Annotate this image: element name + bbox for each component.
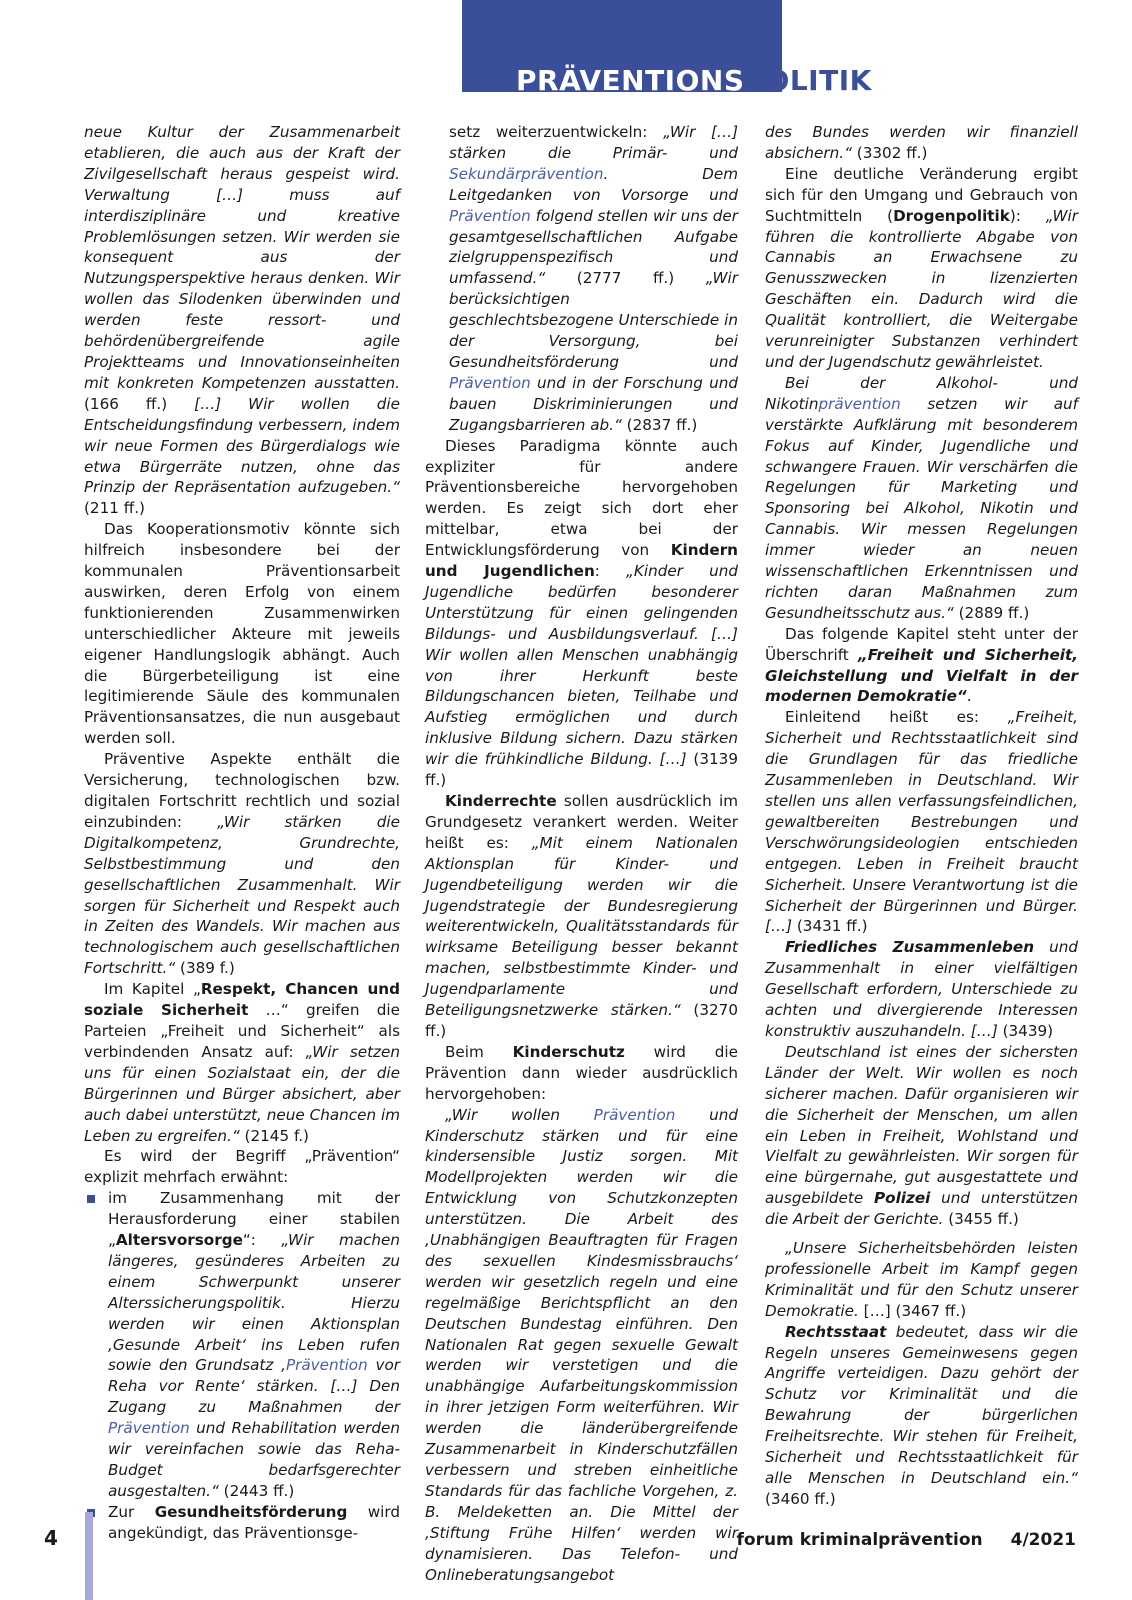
paragraph: Bei der Alkohol- und Nikotinprävention setzen wir auf verstärkte Aufklärung mit besonderem Fokus auf Kinder, Jugendliche und schwangere Frauen. Wir verschärfen die Regelungen für Marketing und Sponsoring bei Alkohol, Nikotin und Cannabis. Wir messen Regelungen immer wieder an neuen wissenschaftlichen Erkenntnissen und richten daran Maßnahmen zum Gesundheitsschutz aus.“ (2889 ff.) (765, 373, 1078, 622)
paragraph: Beim Kinderschutz wird die Prävention dann wieder ausdrücklich hervorgehoben: (425, 1042, 738, 1103)
margin-bar (85, 1512, 93, 1600)
paragraph: Rechtsstaat bedeutet, dass wir die Regeln unseres Gemeinwesens gegen Angriffe verteidigen. Dazu gehört der Schutz vor Kriminalität und die Bewahrung der bürgerlichen Freiheitsrechte. Wir stehen für Freiheit, Sicherheit und Rechtsstaatlichkeit für alle Menschen in Deutschland ein.“ (3460 ff.) (765, 1322, 1078, 1508)
journal-name: forum kriminalprävention (736, 1530, 983, 1550)
paragraph: Präventive Aspekte enthält die Versicherung, technologischen bzw. digitalen Fortschritt rechtlich und sozial einzubinden: „Wir stärken die Digitalkompetenz, Grundrechte, Selbstbestimmung und den gesellschaftlichen Zusammenhalt. Wir sorgen für Sicherheit und Respekt auch in Zeiten des Wandels. Wir machen aus technologischem auch gesellschaftlichen Fortschritt.“ (389 f.) (84, 750, 400, 978)
paragraph: Das Kooperationsmotiv könnte sich hilfreich insbesondere bei der kommunalen Präventionsarbeit auswirken, deren Erfolg von einem funktionierenden Zusammenwirken unterschiedlicher Akteure mit jeweils eigener Handlungslogik abhängt. Auch die Bürgerbeteiligung ist eine legitimierende Säule des kommunalen Präventionsansatzes, die nun ausgebaut werden soll. (84, 520, 400, 748)
paragraph: setz weiterzuentwickeln: „Wir […] stärken die Primär- und Sekundärprävention. Dem Leitgedanken von Vorsorge und Prävention folgend stellen wir uns der gesamtgesellschaftlichen Aufgabe zielgruppenspezifisch und umfassend.“ (2777 ff.) „Wir berücksichtigen geschlechtsbezogene Unterschiede in der Versorgung, bei Gesundheitsförderung und Prävention und in der Forschung und bauen Diskriminierungen und Zugangsbarrieren ab.“ (2837 ff.) (449, 123, 738, 434)
paragraph: Dieses Paradigma könnte auch expliziter für andere Präventionsbereiche hervorgehoben werden. Es zeigt sich dort eher mittelbar, etwa bei der Entwicklungsförderung von Kindern und Jugendlichen: „Kinder und Jugendliche bedürfen besonderer Unterstützung für einen gelingenden Bildungs- und Ausbildungsverlauf. […] Wir wollen allen Menschen unabhängig von ihrer Herkunft beste Bildungschancen bieten, Teilhabe und Aufstieg ermöglichen und durch inklusive Bildung sichern. Dazu stärken wir die frühkindliche Bildung. […] (3139 ff.) (425, 436, 738, 790)
paragraph: neue Kultur der Zusammenarbeit etablieren, die auch aus der Kraft der Zivilgesellschaft heraus gespeist wird. Verwaltung […] muss auf interdisziplinäre und kreative Problemlösungen setzen. Wir werden sie konsequent aus der Nutzungsperspektive heraus denken. Wir wollen das Silodenken überwinden und werden feste ressort- und behördenübergreifende agile Projektteams und Innovationseinheiten mit konkreten Kompetenzen ausstatten. (166 ff.) […] Wir wollen die Entscheidungsfindung verbessern, indem wir neue Formen des Bürgerdialogs wie etwa Bürgerräte nutzen, ohne das Prinzip der Repräsentation aufzugeben.“ (211 ff.) (84, 123, 400, 518)
paragraph: Das folgende Kapitel steht unter der Überschrift „Freiheit und Sicherheit, Gleichstellung und Vielfalt in der modernen Demokratie“. (765, 624, 1079, 706)
column-2 (425, 122, 738, 1585)
list-item: im Zusammenhang mit der Herausforderung einer stabilen „Altersvorsorge“: „Wir machen längeres, gesünderes Arbeiten zu einem Schwerpunkt unserer Alterssicherungspolitik. Hierzu werden wir einen Aktionsplan ‚Gesunde Arbeit‘ ins Leben rufen sowie den Grundsatz ‚Prävention vor Reha vor Rente‘ stärken. […] Den Zugang zu Maßnahmen der Prävention und Rehabilitation werden wir vereinfachen sowie das Reha-Budget bedarfsgerechter ausgestalten.“ (2443 ff.) (84, 1188, 400, 1502)
paragraph: „Unsere Sicherheitsbehörden leisten professionelle Arbeit im Kampf gegen Kriminalität und für den Schutz unserer Demokratie. […] (3467 ff.) (765, 1239, 1078, 1320)
paragraph: Im Kapitel „Respekt, Chancen und soziale Sicherheit …“ greifen die Parteien „Freiheit und Sicherheit“ als verbindenden Ansatz auf: „Wir setzen uns für einen Sozialstaat ein, der die Bürgerinnen und Bürger absichert, aber auch dabei unterstützt, neue Chancen im Leben zu ergreifen.“ (2145 f.) (84, 980, 401, 1145)
footer (737, 1530, 1077, 1550)
page-number: 4 (44, 1526, 58, 1550)
paragraph: Eine deutliche Veränderung ergibt sich für den Umgang und Gebrauch von Suchtmitteln (Drogenpolitik): „Wir führen die kontrollierte Abgabe von Cannabis an Erwachsene zu Genusszwecken in lizenzierten Geschäften ein. Dadurch wird die Qualität kontrolliert, die Weitergabe verunreinigter Substanzen verhindert und der Jugendschutz gewährleistet. (765, 164, 1078, 371)
paragraph: Deutschland ist eines der sichersten Länder der Welt. Wir wollen es noch sicherer machen. Dafür organisieren wir die Sicherheit der Menschen, um allen ein Leben in Freiheit, Wohlstand und Vielfalt zu gewährleisten. Wir sorgen für eine bürgernahe, gut ausgestattete und ausgebildete Polizei und unterstützen die Arbeit der Gerichte. (3455 ff.) (765, 1042, 1078, 1229)
paragraph: Friedliches Zusammenleben und Zusammenhalt in einer vielfältigen Gesellschaft erfordern, Unterschiede zu achten und divergierende Interessen konstruktiv auszuhandeln. […] (3439) (765, 938, 1078, 1040)
section-title (516, 64, 872, 97)
paragraph: des Bundes werden wir finanziell absichern.“ (3302 ff.) (765, 123, 1078, 162)
title-part-1: PRÄVENTIONS (516, 64, 745, 97)
paragraph: „Wir wollen Prävention und Kinderschutz stärken und für eine kindersensible Justiz sorgen. Mit Modellprojekten werden wir die Entwicklung von Schutzkonzepten unterstützen. Die Arbeit des ‚Unabhängigen Beauftragten für Fragen des sexuellen Kindesmissbrauchs‘ werden wir gesetzlich regeln und eine regelmäßige Berichtspflicht an den Deutschen Bundestag einführen. Den Nationalen Rat gegen sexuelle Gewalt werden wir verstetigen und die unabhängige Aufarbeitungskommission in ihrer jetzigen Form weiterführen. Wir werden die länderübergreifende Zusammenarbeit in Kinderschutzfällen verbessern und streben einheitliche Standards für das fachliche Vorgehen, z. B. Meldeketten an. Die Mittel der ‚Stiftung Frühe Hilfen‘ werden wir dynamisieren. Das Telefon- und Onlineberatungsangebot (425, 1105, 738, 1584)
paragraph: Es wird der Begriff „Prävention“ explizit mehrfach erwähnt: (84, 1147, 400, 1187)
column-1 (84, 122, 400, 1544)
title-part-2: POLITIK (744, 64, 872, 97)
column-3 (765, 122, 1078, 1510)
paragraph: Einleitend heißt es: „Freiheit, Sicherheit und Rechtsstaatlichkeit sind die Grundlagen für das friedliche Zusammenleben in Deutschland. Wir stellen uns allen verfassungsfeindlichen, gewaltbereiten Bestrebungen und Verschwörungsideologien entschieden entgegen. Leben in Freiheit braucht Sicherheit. Unsere Verantwortung ist die Sicherheit der Bürgerinnen und Bürger. […] (3431 ff.) (765, 708, 1078, 936)
issue-number: 4/2021 (1010, 1530, 1076, 1550)
list-item: Zur Gesundheitsförderung wird angekündigt, das Präventionsge- (84, 1502, 400, 1544)
paragraph: Kinderrechte sollen ausdrücklich im Grundgesetz verankert werden. Weiter heißt es: „Mit einem Nationalen Aktionsplan für Kinder- und Jugendbeteiligung werden wir die Jugendstrategie der Bundesregierung weiterentwickeln, Qualitätsstandards für wirksame Beteiligung besser bekannt machen, selbstbestimmte Kinder- und Jugendparlamente und Beteiligungsnetzwerke stärken.“ (3270 ff.) (425, 792, 739, 1040)
